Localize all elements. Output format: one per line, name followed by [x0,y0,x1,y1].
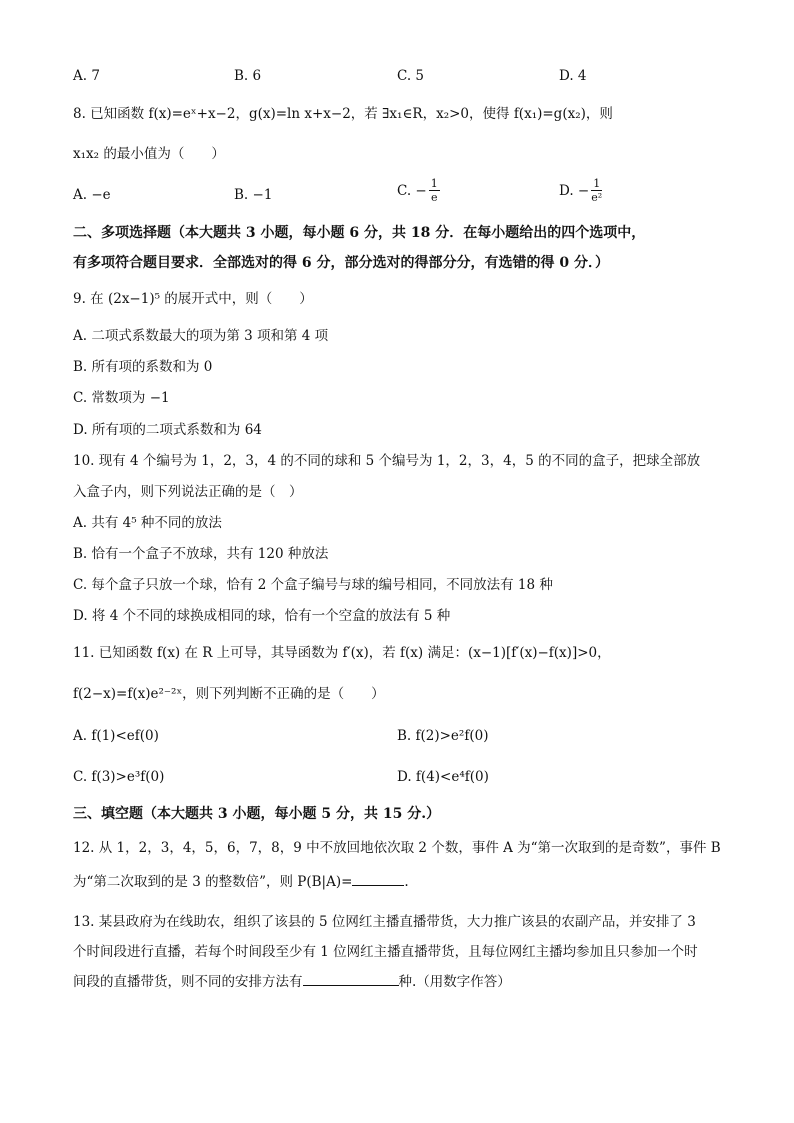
q12-line1: 12. 从 1，2，3，4，5，6，7，8，9 中不放回地依次取 2 个数，事件 A 为“第一次取到的是奇数”，事件 B [73,840,721,856]
q13-line3-text: 间段的直播带货，则不同的安排方法有 [73,974,303,990]
q8-stem-line1: 8. 已知函数 f(x)=eˣ+x−2，g(x)=ln x+x−2，若 ∃x₁∈R，x₂>0，使得 f(x₁)=g(x₂)，则 [73,106,613,122]
q12-line2-text: 为“第二次取到的是 3 的整数倍”，则 P(B|A)= [73,874,353,890]
q8-frac-c-den: e [430,191,438,204]
q7-option-a: A. 7 [73,68,100,84]
q7-option-d: D. 4 [559,68,587,84]
q13-line1: 13. 某县政府为在线助农，组织了该县的 5 位网红主播直播带货，大力推广该县的农副产品，并安排了 3 [73,914,696,930]
q13-line3-end: 种.（用数字作答） [398,974,511,990]
q10-stem-line2: 入盒子内，则下列说法正确的是（ ） [73,484,303,500]
q7-option-c: C. 5 [397,68,425,84]
q10-option-b: B. 恰有一个盒子不放球，共有 120 种放法 [73,546,329,562]
q8-option-d [559,177,604,204]
q8-option-c-fraction [429,177,440,204]
q11-option-c: C. f(3)>e³f(0) [73,769,165,785]
q13-line2: 个时间段进行直播，若每个时间段至少有 1 位网红主播直播带货，且每位网红主播均参加且只参加一个时 [73,944,698,960]
q8-option-b: B. −1 [234,187,273,203]
q8-option-d-label: D. − [559,182,590,199]
q7-option-b: B. 6 [234,68,262,84]
q8-option-d-fraction [591,177,602,204]
section3-heading: 三、填空题（本大题共 3 小题，每小题 5 分，共 15 分.） [73,806,441,822]
section2-heading-line1: 二、多项选择题（本大题共 3 小题，每小题 6 分，共 18 分．在每小题给出的四个选项中， [73,225,646,241]
q9-option-a: A. 二项式系数最大的项为第 3 项和第 4 项 [73,328,329,344]
q10-option-a: A. 共有 4⁵ 种不同的放法 [73,515,222,531]
q8-option-c [397,177,442,204]
q8-frac-d-den: e² [591,191,603,204]
q9-option-b: B. 所有项的系数和为 0 [73,359,213,375]
q8-frac-c-num: 1 [430,177,438,190]
q8-frac-d-num: 1 [593,177,601,190]
q8-option-a: A. −e [73,187,111,203]
q9-option-c: C. 常数项为 −1 [73,390,170,406]
q9-stem: 9. 在 (2x−1)⁵ 的展开式中，则（ ） [73,291,313,307]
q10-option-d: D. 将 4 个不同的球换成相同的球，恰有一个空盒的放法有 5 种 [73,608,451,624]
q9-option-d: D. 所有项的二项式系数和为 64 [73,422,262,438]
q11-option-a: A. f(1)<ef(0) [73,728,159,744]
q13-answer-blank[interactable] [303,985,399,986]
q11-stem-line1: 11. 已知函数 f(x) 在 R 上可导，其导函数为 f′(x)，若 f(x) 满足：(x−1)[f′(x)−f(x)]>0， [73,645,611,661]
q13-line3 [73,972,511,992]
q8-stem-line2: x₁x₂ 的最小值为（ ） [73,146,225,162]
q11-option-d: D. f(4)<e⁴f(0) [397,769,489,785]
section2-heading-line2: 有多项符合题目要求．全部选对的得 6 分，部分选对的得部分分，有选错的得 0 分．） [73,255,609,271]
q12-line2-end: . [404,874,409,890]
q11-stem-line2: f(2−x)=f(x)e²⁻²ˣ，则下列判断不正确的是（ ） [73,686,385,702]
q11-option-b: B. f(2)>e²f(0) [397,728,489,744]
q10-option-c: C. 每个盒子只放一个球，恰有 2 个盒子编号与球的编号相同，不同放法有 18 种 [73,577,553,593]
q12-answer-blank[interactable] [352,885,404,886]
q12-line2 [73,872,409,892]
q10-stem-line1: 10. 现有 4 个编号为 1，2，3，4 的不同的球和 5 个编号为 1，2，3，4，5 的不同的盒子，把球全部放 [73,453,701,469]
q8-option-c-label: C. − [397,182,427,199]
